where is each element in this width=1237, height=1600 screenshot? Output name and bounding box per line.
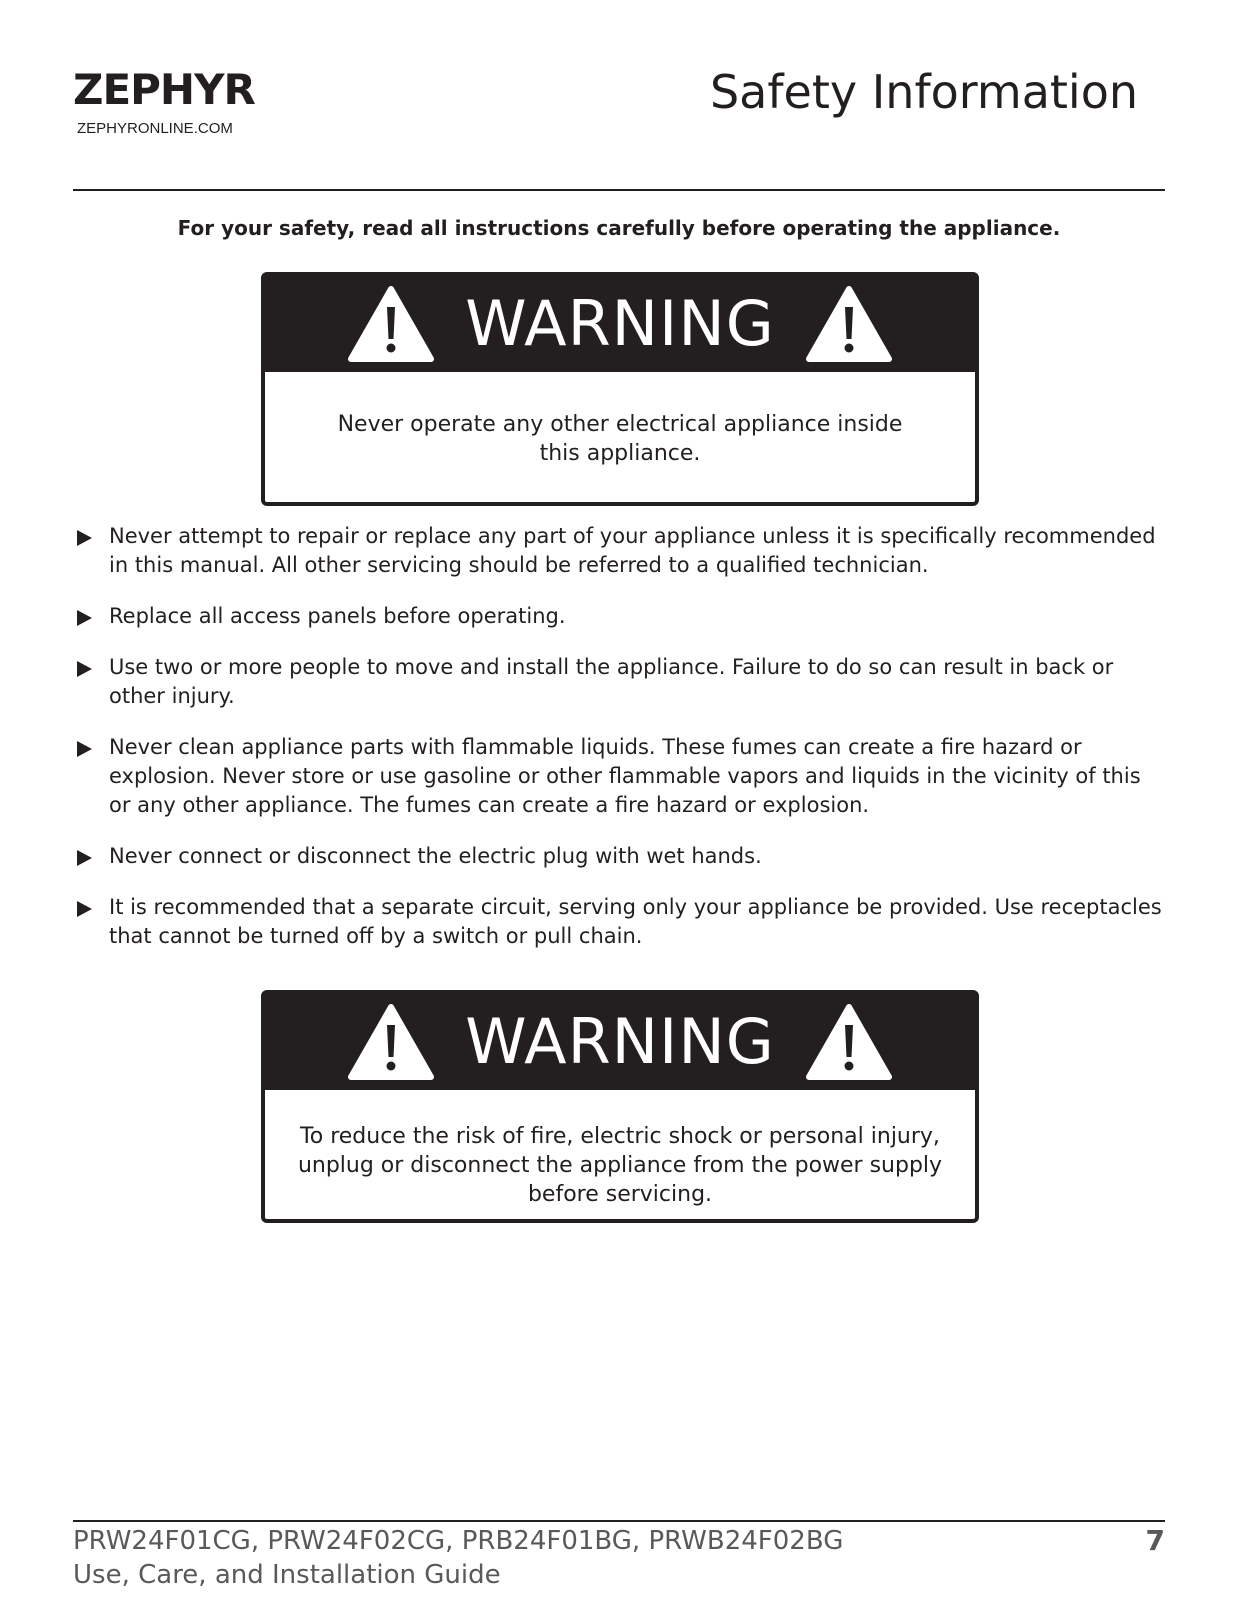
warning-triangle-icon <box>805 1003 893 1081</box>
safety-intro: For your safety, read all instructions carefully before operating the appliance. <box>177 216 1061 240</box>
warning-triangle-icon <box>805 285 893 363</box>
warning-header <box>265 994 975 1090</box>
list-item <box>73 842 1165 871</box>
triangle-bullet-icon <box>77 530 92 546</box>
page-number: 7 <box>1145 1524 1165 1557</box>
warning-title: WARNING <box>465 1005 775 1078</box>
bullet-text: It is recommended that a separate circuit, serving only your appliance be provided. Use receptacles that cannot be turned off by a switch or pull chain. <box>109 895 1162 948</box>
warning-header <box>265 276 975 372</box>
brand-website: ZEPHYRONLINE.COM <box>77 120 233 137</box>
warning-title: WARNING <box>465 287 775 360</box>
triangle-bullet-icon <box>77 850 92 866</box>
safety-bullet-list <box>73 522 1165 973</box>
warning-text: Never operate any other electrical appliance inside this appliance. <box>337 412 903 466</box>
list-item <box>73 602 1165 631</box>
brand-logo: ZEPHYR <box>73 65 255 114</box>
triangle-bullet-icon <box>77 741 92 757</box>
bullet-text: Never attempt to repair or replace any part of your appliance unless it is specifically recommended in this manual. All other servicing should be referred to a qualified technician. <box>109 524 1156 577</box>
warning-text: To reduce the risk of fire, electric shock or personal injury, unplug or disconnect the appliance from the power supply before servicing. <box>297 1124 943 1207</box>
bullet-text: Replace all access panels before operating. <box>109 604 566 628</box>
triangle-bullet-icon <box>77 661 92 677</box>
footer-divider <box>73 1520 1165 1522</box>
warning-triangle-icon <box>347 285 435 363</box>
footer-model-numbers: PRW24F01CG, PRW24F02CG, PRB24F01BG, PRWB24F02BG <box>73 1526 844 1556</box>
triangle-bullet-icon <box>77 610 92 626</box>
page-title: Safety Information <box>709 65 1138 119</box>
footer-guide-title: Use, Care, and Installation Guide <box>73 1560 501 1590</box>
warning-box-1 <box>261 272 979 506</box>
list-item <box>73 522 1165 580</box>
warning-triangle-icon <box>347 1003 435 1081</box>
header-divider <box>73 189 1165 191</box>
warning-box-2 <box>261 990 979 1223</box>
list-item <box>73 893 1165 951</box>
list-item <box>73 733 1165 820</box>
list-item <box>73 653 1165 711</box>
bullet-text: Use two or more people to move and install the appliance. Failure to do so can result in back or other injury. <box>109 655 1114 708</box>
bullet-text: Never connect or disconnect the electric plug with wet hands. <box>109 844 762 868</box>
brand-block <box>73 66 313 138</box>
bullet-text: Never clean appliance parts with flammable liquids. These fumes can create a fire hazard or explosion. Never store or use gasoline or other flammable vapors and liquids in the vicinity of this or any other appliance. The fumes can create a fire hazard or explosion. <box>109 735 1141 817</box>
triangle-bullet-icon <box>77 901 92 917</box>
